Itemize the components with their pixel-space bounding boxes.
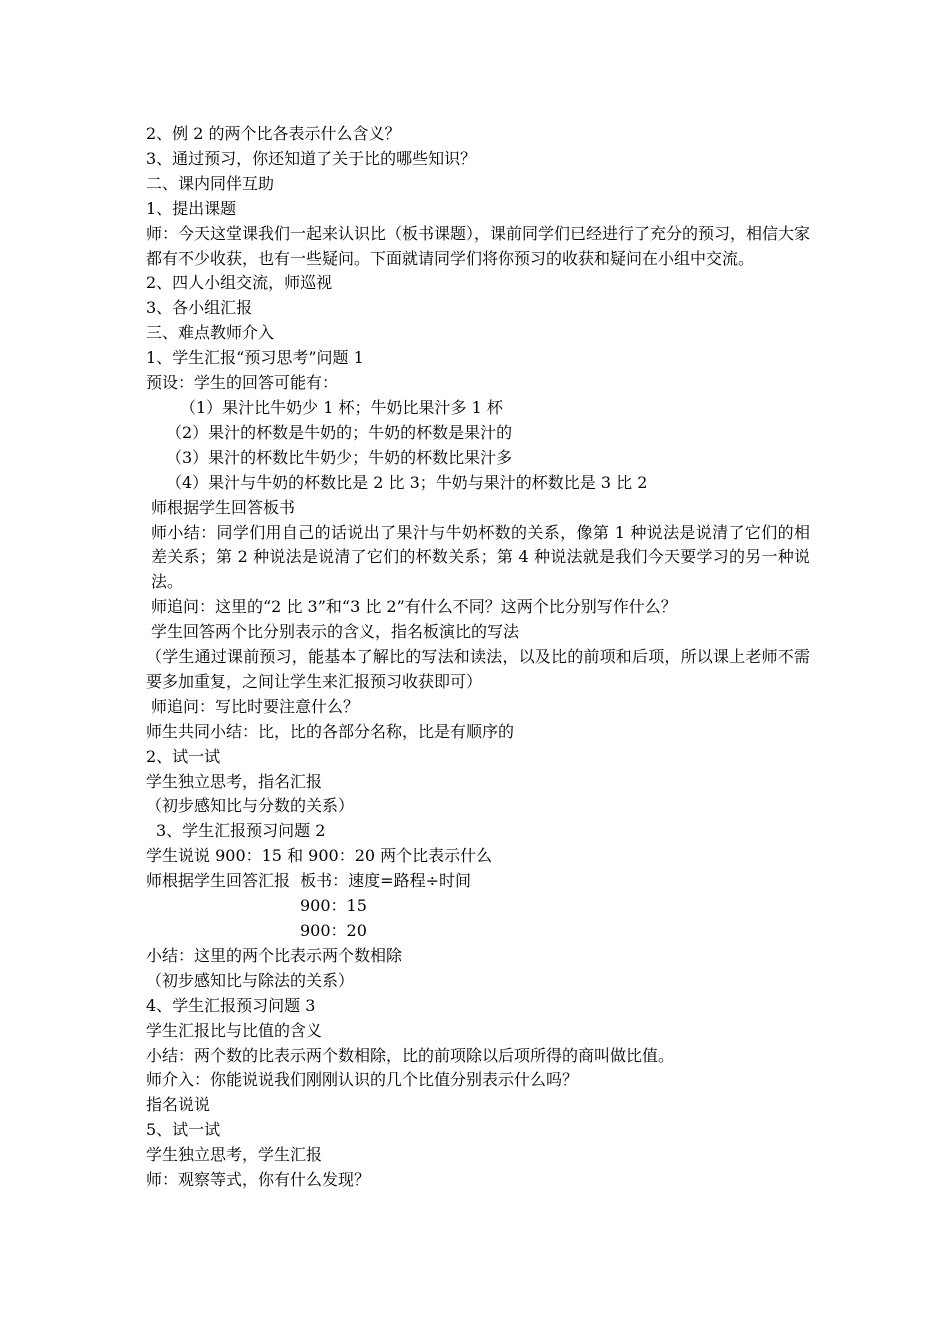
paragraph: 师小结：同学们用自己的话说出了果汁与牛奶杯数的关系，像第 1 种说法是说清了它们的相差关系；第 2 种说法是说清了它们的杯数关系；第 4 种说法就是我们今天要学习的另一种说法。 xyxy=(151,522,810,592)
text-line: 3、各小组汇报 xyxy=(146,298,253,318)
text-line: 2、试一试 xyxy=(146,746,221,766)
text-line: 师介入：你能说说我们刚刚认识的几个比值分别表示什么吗？ xyxy=(146,1070,579,1090)
list-item: （2）果汁的杯数是牛奶的；牛奶的杯数是果汁的 xyxy=(166,422,513,442)
list-item: （3）果汁的杯数比牛奶少；牛奶的杯数比果汁多 xyxy=(166,447,513,467)
text-line: 小结：两个数的比表示两个数相除，比的前项除以后项所得的商叫做比值。 xyxy=(146,1045,675,1065)
text-line: 师根据学生回答板书 xyxy=(151,497,296,517)
text-line: 学生回答两个比分别表示的含义，指名板演比的写法 xyxy=(151,622,520,642)
section-heading: 三、难点教师介入 xyxy=(146,323,275,343)
text-line: 1、提出课题 xyxy=(146,198,237,218)
text-line: 师：观察等式，你有什么发现？ xyxy=(146,1170,371,1190)
text-line: （初步感知比与分数的关系） xyxy=(146,796,355,816)
text-line: 小结：这里的两个比表示两个数相除 xyxy=(146,945,403,965)
text-line: 学生说说 900：15 和 900：20 两个比表示什么 xyxy=(146,846,493,866)
text-line: 学生汇报比与比值的含义 xyxy=(146,1020,323,1040)
text-line: 学生独立思考，学生汇报 xyxy=(146,1145,323,1165)
text-line: 3、学生汇报预习问题 2 xyxy=(156,821,326,841)
text-line: 900：15 xyxy=(300,896,367,916)
text-line: 学生独立思考，指名汇报 xyxy=(146,771,323,791)
text-line: （初步感知比与除法的关系） xyxy=(146,970,355,990)
section-heading: 二、课内同伴互助 xyxy=(146,173,275,193)
text-line: 指名说说 xyxy=(146,1095,211,1115)
text-line: 4、学生汇报预习问题 3 xyxy=(146,995,316,1015)
text-line: 预设：学生的回答可能有： xyxy=(146,373,339,393)
text-line: 2、四人小组交流，师巡视 xyxy=(146,273,333,293)
text-line: 师生共同小结：比，比的各部分名称，比是有顺序的 xyxy=(146,721,515,741)
text-line: 师根据学生回答汇报 板书：速度=路程÷时间 xyxy=(146,871,471,891)
text-line: 2、例 2 的两个比各表示什么含义？ xyxy=(146,124,401,143)
text-line: 1、学生汇报“预习思考”问题 1 xyxy=(146,348,364,368)
document-page xyxy=(146,122,810,1193)
text-line: 900：20 xyxy=(300,921,367,940)
list-item: （4）果汁与牛奶的杯数比是 2 比 3；牛奶与果汁的杯数比是 3 比 2 xyxy=(166,472,648,492)
text-line: 师追问：写比时要注意什么？ xyxy=(151,696,360,716)
text-line: 5、试一试 xyxy=(146,1120,221,1140)
text-line: 师追问：这里的“2 比 3”和“3 比 2”有什么不同？这两个比分别写作什么？ xyxy=(151,597,677,617)
paragraph: 师：今天这堂课我们一起来认识比（板书课题），课前同学们已经进行了充分的预习，相信大家都有不少收获，也有一些疑问。下面就请同学们将你预习的收获和疑问在小组中交流。 xyxy=(146,223,810,268)
list-item: （1）果汁比牛奶少 1 杯；牛奶比果汁多 1 杯 xyxy=(180,397,503,417)
text-line: 3、通过预习，你还知道了关于比的哪些知识？ xyxy=(146,148,477,168)
paragraph: （学生通过课前预习，能基本了解比的写法和读法，以及比的前项和后项，所以课上老师不需要多加重复，之间让学生来汇报预习收获即可） xyxy=(146,647,810,691)
